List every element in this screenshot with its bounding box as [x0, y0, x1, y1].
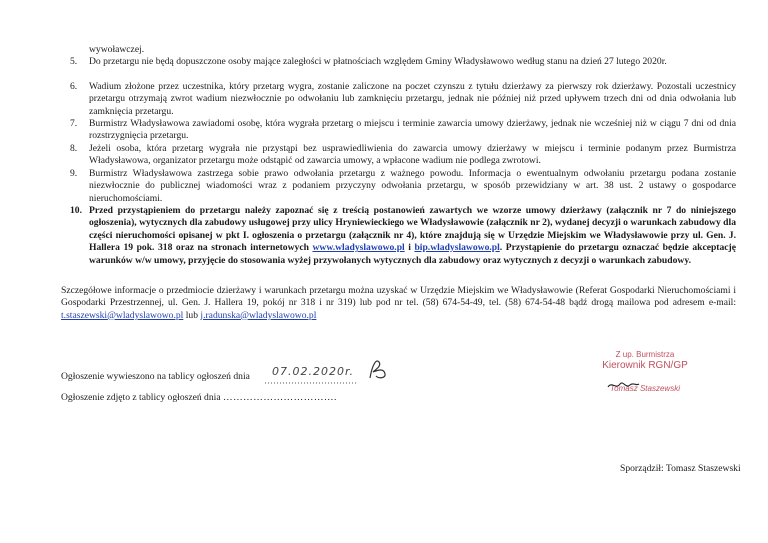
list-item-text: Wadium złożone przez uczestnika, który przetarg wygra, zostanie zaliczone na poczet czynszu z tytułu dzierżawy za pierwszy rok dzierżawy. Pozostali uczestnicy przetargu otrzymają zwrot wadium niezwłocznie po odwołaniu lub zamknięciu przetargu, jednak nie później niż przed upływem trzech dni od dnia odwołania lub zamknięcia przetargu. [89, 81, 736, 117]
list-item-7 [70, 118, 736, 143]
list-item-number: 5. [70, 56, 78, 67]
list-item-text: Jeżeli osoba, która przetarg wygrała nie przystąpi bez usprawiedliwienia do zawarcia umowy dzierżawy w miejscu i terminie podanym przez Burmistrza Władysławowa, organizator przetargu może odstąpić od zawarcia umowy, a wpłacone wadium nie podlega zwrotowi. [89, 143, 736, 167]
posted-label: Ogłoszenie wywieszono na tablicy ogłoszeń dnia [61, 371, 250, 382]
item10-text-b: . Przystąpienie do przetargu oznaczać będzie akceptację warunków w/w umowy, przyjęcie do stosowania wyżej przywołanych wytycznych dla zabudowy oraz wytycznych z decyzji o warunkach zabudowy. [89, 242, 737, 266]
contact-info-text: Szczegółowe informacje o przedmiocie dzierżawy i warunkach przetargu można uzyskać w Urzędzie Miejskim we Władysławowie (Referat Gospodarki Nieruchomościami i Gospodarki Przestrzennej, ul. Gen. J. Hallera 19, pokój nr 318 i nr 319) lub pod nr tel. (58) 674-54-49, tel. (58) 674-54-48 bądź drogą mailowa pod adresem e-mail: [61, 285, 736, 309]
posted-date-line [61, 371, 250, 383]
handwritten-posted-date: 07.02.2020r. [272, 365, 354, 378]
prepared-by: Sporządził: Tomasz Staszewski [620, 463, 741, 474]
stamp-line-3: Tomasz Staszewski [610, 384, 680, 393]
list-item-text: wywoławczej. [89, 44, 145, 55]
removed-date-line [61, 392, 337, 404]
list-item-number: 6. [70, 81, 78, 92]
list-item-number: 10. [70, 205, 82, 216]
website-link[interactable]: www.wladyslawowo.pl [312, 242, 405, 254]
list-item-9 [70, 168, 736, 205]
item10-text-a: Przed przystąpieniem do przetargu należy zapoznać się z treścią postanowień zawartych we wzorze umowy dzierżawy (załącznik nr 7 do niniejszego ogłoszenia), wytycznych dla zabudowy usługowej przy ulicy Hryniewieckiego we Władysławowie (załącznik nr 2), wydanej decyzji o warunkach zabudowy dla części nieruchomości opisanej w pkt I. ogłoszenia o przetargu (załącznik nr 4), które znajdują się w Urzędzie Miejskim we Władysławowie przy ul. Gen. J. Hallera 19 pok. 318 oraz na stronach internetowych [89, 205, 736, 254]
contact-info-paragraph [61, 285, 736, 322]
handwritten-initials-mark [366, 356, 388, 382]
removed-date-blank: ……………………………. [222, 392, 337, 403]
list-item-number: 7. [70, 118, 78, 129]
removed-label: Ogłoszenie zdjęto z tablicy ogłoszeń dnia [61, 392, 221, 403]
bip-link[interactable]: bip.wladyslawowo.pl [414, 242, 500, 254]
email-link-staszewski[interactable]: t.staszewski@wladyslawowo.pl [61, 309, 184, 321]
date-dotted-line [265, 380, 357, 386]
list-item-number: 9. [70, 168, 78, 179]
list-item-text: Burmistrz Władysławowa zawiadomi osobę, która wygrała przetarg o miejscu i terminie zawarcia umowy dzierżawy, jednak nie wcześniej niż w ciągu 7 dni od dnia rozstrzygnięcia przetargu. [89, 118, 736, 142]
list-item-continuation [70, 44, 736, 56]
list-item-text: Burmistrz Władysławowa zastrzega sobie prawo odwołania przetargu z ważnego powodu. Informacja o ewentualnym odwołaniu przetargu podana zostanie niezwłocznie do publicznej wiadomości wraz z podaniem przyczyny odwołania przetargu, w sposób przewidziany w art. 38 ust. 2 ustawy o gospodarce nieruchomościami. [89, 168, 736, 204]
list-item-text: Do przetargu nie będą dopuszczone osoby mające zaległości w płatnościach względem Gminy Władysławowo według stanu na dzień 27 lutego 2020r. [89, 56, 667, 67]
list-item-10 [70, 205, 736, 267]
contact-info-connector: lub [185, 309, 199, 321]
email-link-radunska[interactable]: j.radunska@wladyslawowo.pl [200, 309, 317, 321]
list-item-5 [70, 56, 736, 68]
list-item-text [89, 205, 736, 267]
list-item-number: 8. [70, 143, 78, 154]
stamp-line-1: Z up. Burmistrza [615, 350, 675, 359]
list-item-6 [70, 81, 736, 118]
handwritten-signature [606, 378, 640, 392]
item10-connector: i [408, 242, 411, 254]
list-item-8 [70, 143, 736, 168]
stamp-line-2: Kierownik RGN/GP [602, 360, 688, 371]
